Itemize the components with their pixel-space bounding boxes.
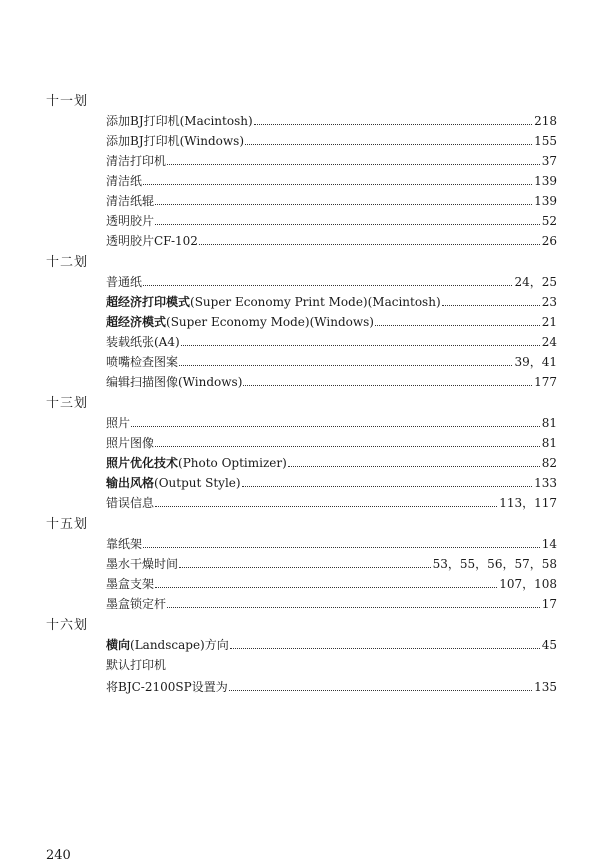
index-entry [106, 533, 557, 551]
entry-label: 靠纸架 [106, 537, 143, 551]
entry-label: 照片图像 [106, 436, 155, 450]
page-reference: 39，41 [514, 355, 557, 369]
index-entry [106, 654, 557, 672]
page-reference: 24，25 [514, 275, 557, 289]
dot-leader [131, 425, 540, 427]
section-heading: 十六划 [46, 618, 89, 633]
index-entry [106, 210, 557, 228]
dot-leader [179, 566, 431, 568]
page-reference: 23 [541, 295, 557, 309]
page-reference: 21 [541, 315, 557, 329]
index-entry [106, 492, 557, 510]
index-entry [106, 593, 557, 611]
index-entry [106, 190, 557, 208]
entry-label: 编辑扫描图像(Windows) [106, 375, 243, 389]
entry-label: 清洁纸 [106, 174, 143, 188]
dot-leader [229, 689, 532, 691]
index-entry [106, 311, 557, 329]
entry-label: 喷嘴检查图案 [106, 355, 179, 369]
entry-label: 透明胶片 [106, 214, 155, 228]
dot-leader [179, 364, 512, 366]
index-entry [106, 351, 557, 369]
dot-leader [181, 344, 540, 346]
page-reference: 81 [541, 436, 557, 450]
dot-leader [375, 324, 540, 326]
section-heading: 十五划 [46, 517, 89, 532]
section-heading: 十二划 [46, 255, 89, 270]
page-reference: 139 [534, 194, 557, 208]
page-reference: 26 [541, 234, 557, 248]
dot-leader [254, 123, 532, 125]
index-entry [106, 331, 557, 349]
dot-leader [167, 163, 540, 165]
index-entry [106, 634, 557, 652]
dot-leader [143, 284, 512, 286]
index-entry [106, 230, 557, 248]
entry-label: 添加BJ打印机(Macintosh) [106, 114, 253, 128]
entry-label: 默认打印机 [106, 658, 167, 672]
page-reference: 139 [534, 174, 557, 188]
page-number: 240 [46, 848, 71, 863]
index-entry [106, 573, 557, 591]
dot-leader [243, 384, 532, 386]
page-reference: 82 [541, 456, 557, 470]
index-entry [106, 371, 557, 389]
page-reference: 37 [541, 154, 557, 168]
index-entry [106, 150, 557, 168]
index-entry [106, 291, 557, 309]
page-reference: 135 [534, 680, 557, 694]
dot-leader [288, 465, 540, 467]
page-reference: 107，108 [499, 577, 557, 591]
entry-label: 透明胶片CF-102 [106, 234, 198, 248]
page-reference: 45 [541, 638, 557, 652]
dot-leader [245, 143, 532, 145]
index-entry [106, 472, 557, 490]
page-reference: 53，55，56，57，58 [432, 557, 557, 571]
index-entry [106, 553, 557, 571]
entry-label: 横向(Landscape)方向 [106, 638, 229, 652]
page-reference: 177 [534, 375, 557, 389]
index-entry [106, 432, 557, 450]
page-reference: 133 [534, 476, 557, 490]
entry-label: 超经济打印模式(Super Economy Print Mode)(Macintosh) [106, 295, 441, 309]
entry-label: 清洁打印机 [106, 154, 167, 168]
dot-leader [155, 223, 540, 225]
page-reference: 113，117 [499, 496, 557, 510]
index-entry [106, 412, 557, 430]
dot-leader [155, 445, 540, 447]
page-reference: 218 [534, 114, 557, 128]
entry-label: 墨盒支架 [106, 577, 155, 591]
entry-label: 普通纸 [106, 275, 143, 289]
entry-label: 装载纸张(A4) [106, 335, 180, 349]
dot-leader [155, 203, 532, 205]
index-entry [106, 676, 557, 694]
section-heading: 十三划 [46, 396, 89, 411]
entry-label: 照片 [106, 416, 131, 430]
entry-label: 墨盒锁定杆 [106, 597, 167, 611]
entry-label: 输出风格(Output Style) [106, 476, 241, 490]
entry-label: 墨水干燥时间 [106, 557, 179, 571]
dot-leader [155, 505, 497, 507]
index-entry [106, 170, 557, 188]
page-reference: 17 [541, 597, 557, 611]
page-reference: 24 [541, 335, 557, 349]
dot-leader [230, 647, 540, 649]
page-reference: 14 [541, 537, 557, 551]
entry-label: 超经济模式(Super Economy Mode)(Windows) [106, 315, 374, 329]
page-reference: 81 [541, 416, 557, 430]
page-reference: 155 [534, 134, 557, 148]
dot-leader [167, 606, 540, 608]
entry-label: 照片优化技术(Photo Optimizer) [106, 456, 287, 470]
entry-label: 将BJC-2100SP设置为 [106, 680, 228, 694]
section-heading: 十一划 [46, 94, 89, 109]
dot-leader [143, 183, 532, 185]
dot-leader [442, 304, 540, 306]
index-entry [106, 110, 557, 128]
dot-leader [143, 546, 540, 548]
entry-label: 添加BJ打印机(Windows) [106, 134, 245, 148]
index-entry [106, 271, 557, 289]
dot-leader [199, 243, 540, 245]
page-reference: 52 [541, 214, 557, 228]
dot-leader [242, 485, 533, 487]
entry-label: 清洁纸辊 [106, 194, 155, 208]
entry-label: 错误信息 [106, 496, 155, 510]
dot-leader [155, 586, 497, 588]
index-entry [106, 452, 557, 470]
index-entry [106, 130, 557, 148]
